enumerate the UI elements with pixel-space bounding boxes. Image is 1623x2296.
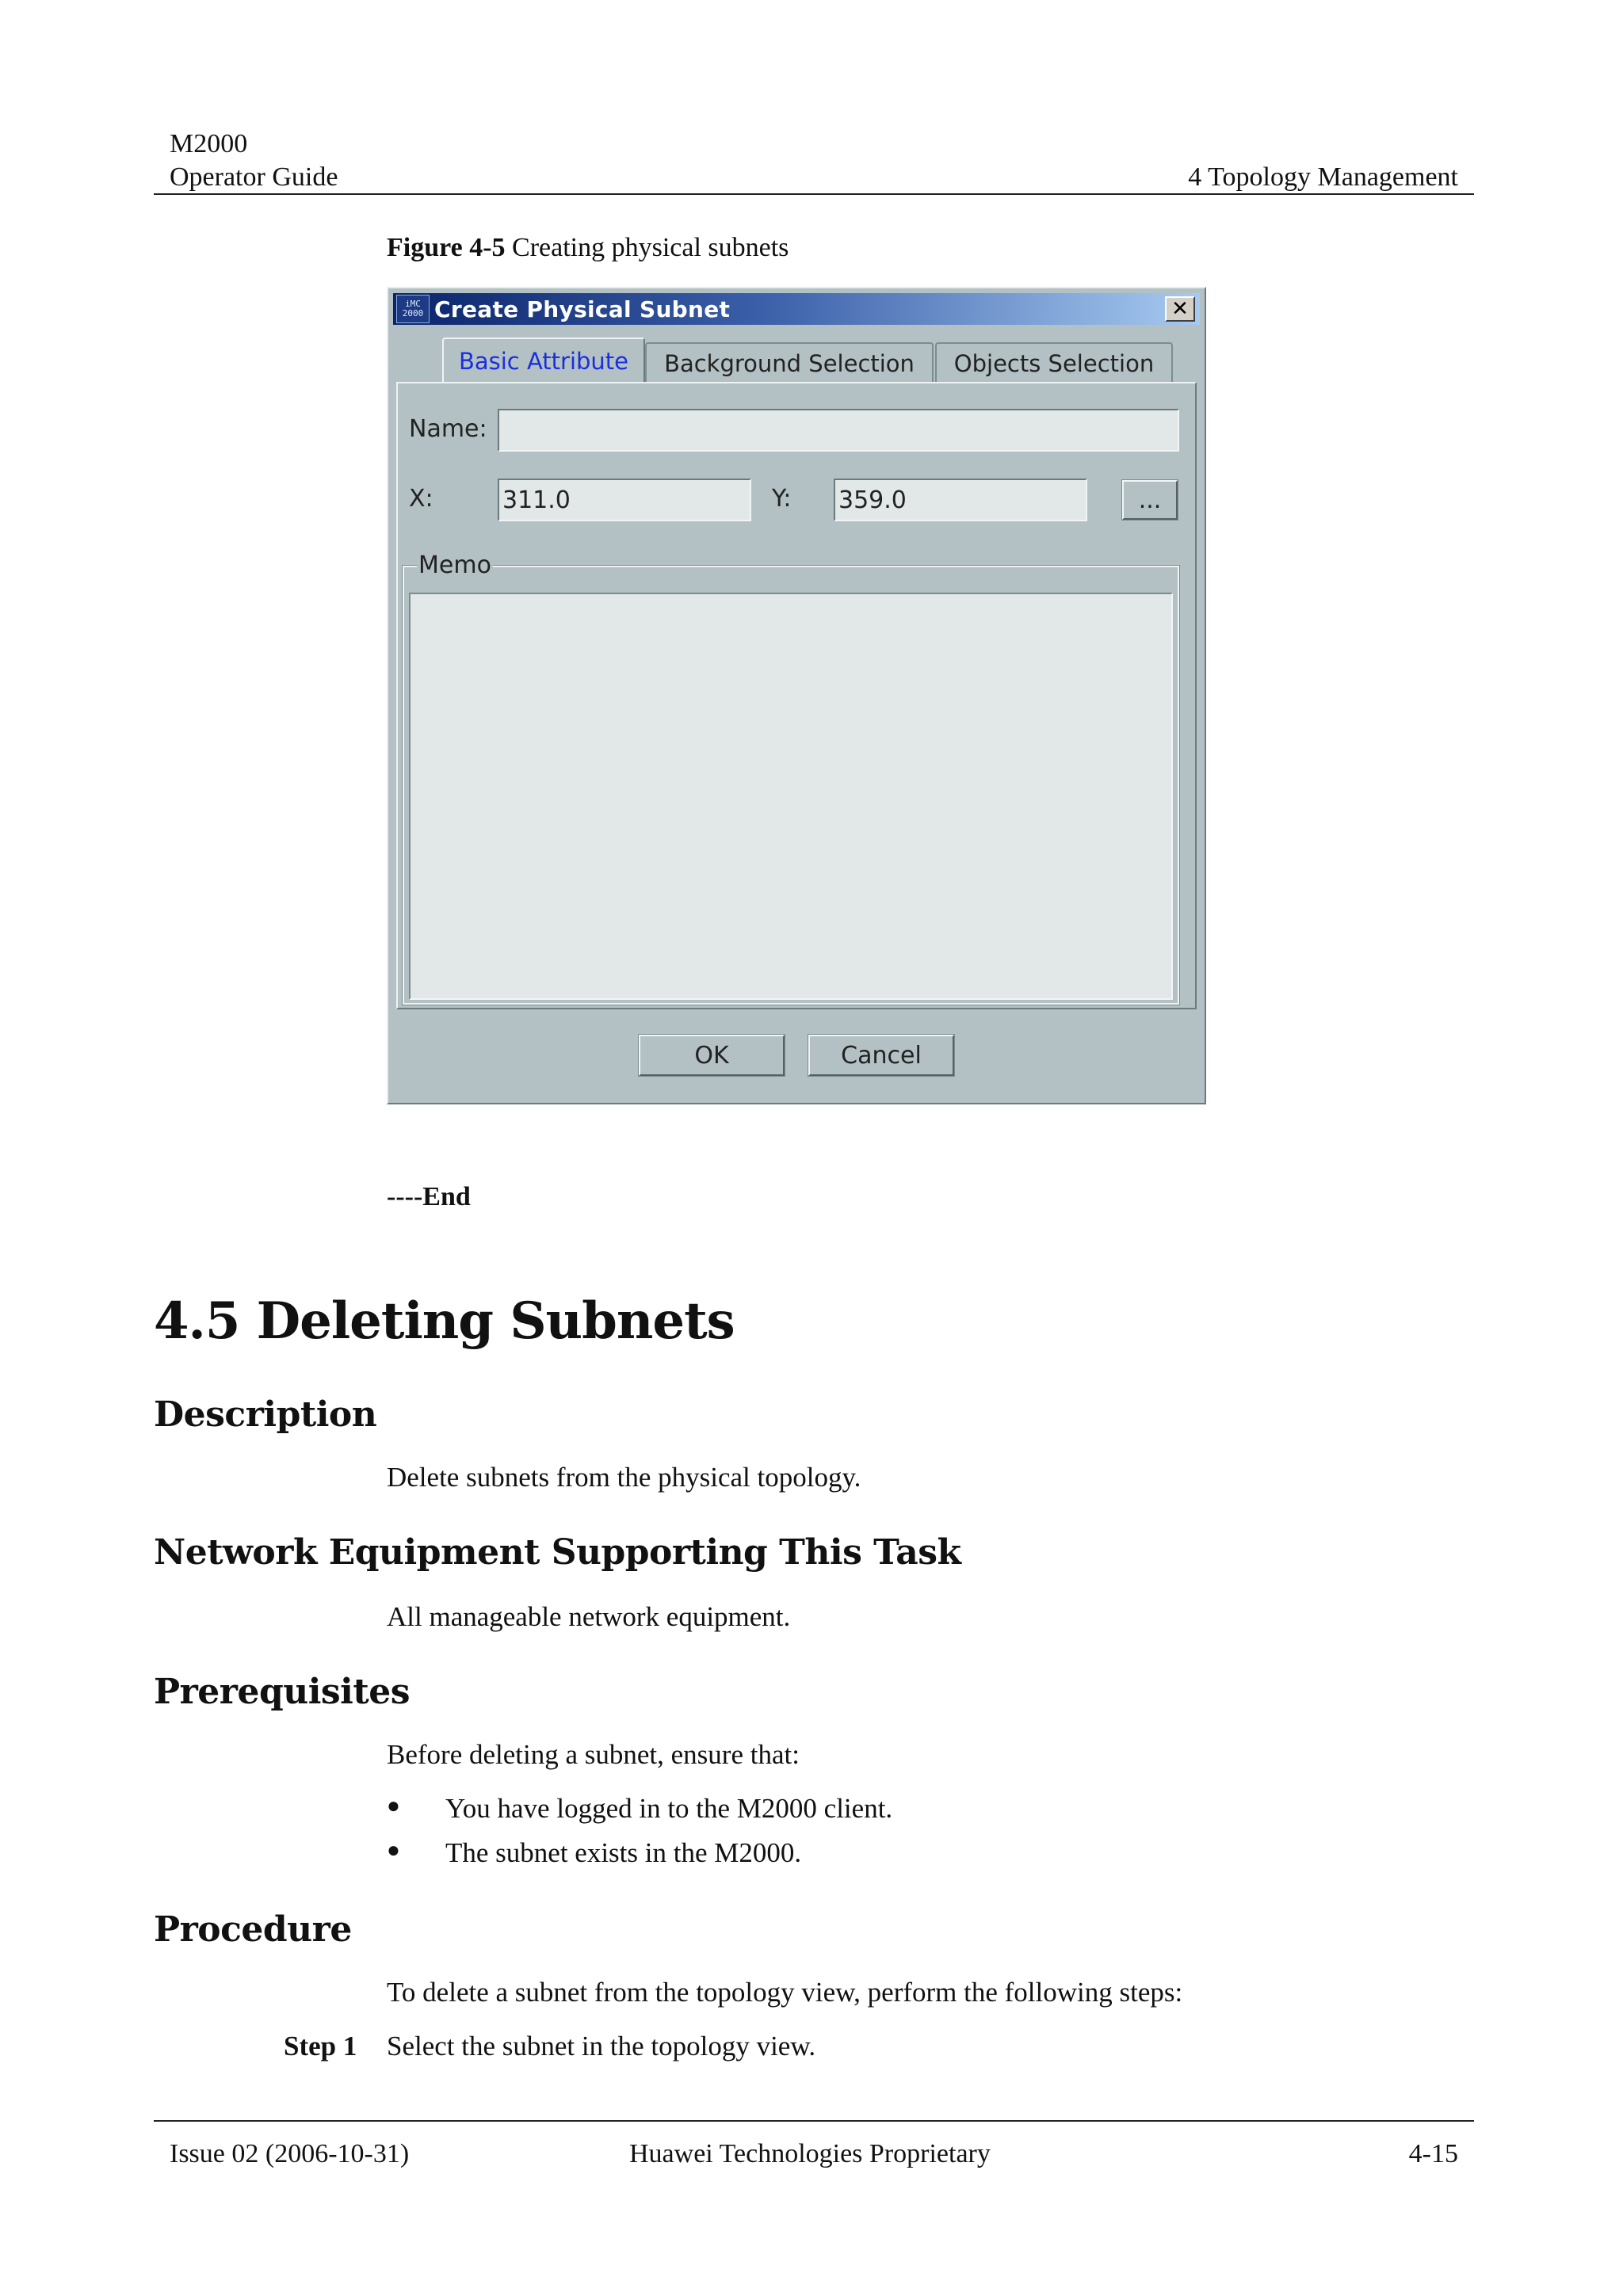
- bullet-icon: ●: [387, 1838, 400, 1863]
- footer-rule: [154, 2120, 1474, 2122]
- create-physical-subnet-dialog: [387, 287, 1206, 1104]
- close-icon[interactable]: ✕: [1165, 296, 1195, 322]
- memo-label: Memo: [418, 551, 491, 579]
- footer-page-number: 4-15: [1408, 2139, 1458, 2168]
- tab-objects-selection[interactable]: Objects Selection: [935, 342, 1173, 383]
- ok-button[interactable]: OK: [639, 1035, 785, 1076]
- prerequisites-intro: Before deleting a subnet, ensure that:: [387, 1739, 800, 1770]
- app-icon: [396, 295, 430, 323]
- header-doc-title: Operator Guide: [170, 162, 338, 192]
- equipment-heading: Network Equipment Supporting This Task: [154, 1532, 961, 1573]
- step-text: Select the subnet in the topology view.: [387, 2031, 816, 2061]
- tab-background-selection[interactable]: Background Selection: [645, 342, 934, 383]
- header-product: M2000: [170, 129, 248, 158]
- y-label: Y:: [772, 485, 792, 513]
- figure-label: Figure 4-5: [387, 233, 506, 262]
- y-field[interactable]: 359.0: [834, 479, 1087, 521]
- memo-textarea[interactable]: [409, 593, 1173, 1000]
- prerequisites-heading: Prerequisites: [154, 1672, 410, 1712]
- x-label: X:: [409, 485, 433, 513]
- browse-button[interactable]: ...: [1122, 480, 1178, 520]
- description-heading: Description: [154, 1394, 377, 1435]
- x-field[interactable]: 311.0: [498, 479, 751, 521]
- description-text: Delete subnets from the physical topology.: [387, 1462, 861, 1493]
- end-marker: ----End: [387, 1182, 471, 1211]
- section-title: 4.5 Deleting Subnets: [154, 1291, 735, 1351]
- app-icon-text-top: iMC: [405, 299, 421, 309]
- figure-caption: [387, 233, 789, 263]
- tab-basic-attribute[interactable]: Basic Attribute: [442, 338, 645, 383]
- procedure-heading: Procedure: [154, 1909, 352, 1950]
- header-rule: [154, 193, 1474, 195]
- prerequisite-item: You have logged in to the M2000 client.: [445, 1793, 893, 1824]
- figure-caption-text: Creating physical subnets: [512, 233, 789, 262]
- name-field[interactable]: [498, 409, 1179, 452]
- dialog-titlebar[interactable]: [393, 293, 1200, 325]
- footer-company: Huawei Technologies Proprietary: [629, 2139, 991, 2168]
- step-label: Step 1: [284, 2031, 357, 2061]
- dialog-title: Create Physical Subnet: [434, 296, 731, 322]
- footer-issue: Issue 02 (2006-10-31): [170, 2139, 410, 2168]
- bullet-icon: ●: [387, 1794, 400, 1818]
- header-chapter: 4 Topology Management: [1188, 162, 1458, 192]
- app-icon-text-bottom: 2000: [402, 308, 424, 318]
- name-label: Name:: [409, 415, 487, 443]
- procedure-intro: To delete a subnet from the topology view, perform the following steps:: [387, 1977, 1183, 2008]
- equipment-text: All manageable network equipment.: [387, 1601, 791, 1632]
- prerequisite-item: The subnet exists in the M2000.: [445, 1837, 802, 1868]
- cancel-button[interactable]: Cancel: [808, 1035, 954, 1076]
